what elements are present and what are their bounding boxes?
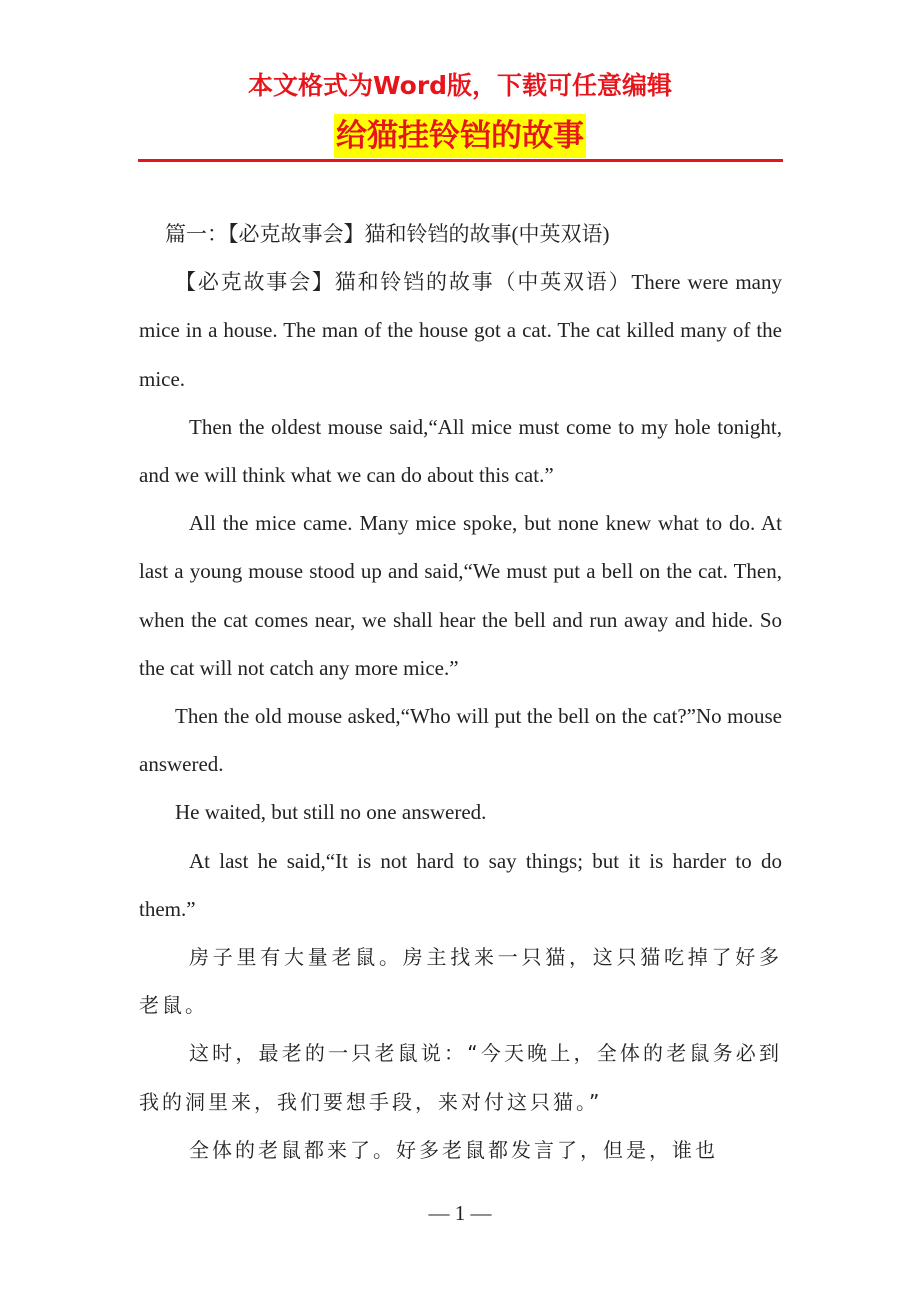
paragraph-5: He waited, but still no one answered. — [175, 800, 487, 825]
paragraph-6: At last he said,“It is not hard to say things; but it is harder to do them.” — [139, 848, 782, 921]
section-heading: 篇一：【必克故事会】猫和铃铛的故事(中英双语) — [165, 222, 610, 246]
document-body — [139, 210, 782, 1174]
format-notice: 本文格式为Word版，下载可任意编辑 — [247, 71, 673, 100]
paragraph-2: Then the oldest mouse said,“All mice must come to my hole tonight, and we will think what we can do about this cat.” — [139, 414, 782, 488]
paragraph-3: All the mice came. Many mice spoke, but none knew what to do. At last a young mouse stood up and said,“We must put a bell on the cat. Then, when the cat comes near, we shall hear the bell and run away and hide. So the cat will not catch any more mice.” — [139, 511, 782, 680]
paragraph-1: 【必克故事会】猫和铃铛的故事（中英双语）There were many mice in a house. The man of the house got a cat. The cat killed many of the mice. — [139, 270, 782, 391]
paragraph-4: Then the old mouse asked,“Who will put the bell on the cat?”No mouse answered. — [139, 704, 782, 777]
paragraph-7: 房子里有大量老鼠。房主找来一只猫，这只猫吃掉了好多老鼠。 — [139, 945, 782, 1018]
paragraph-8: 这时，最老的一只老鼠说：“今天晚上，全体的老鼠务必到我的洞里来，我们要想手段，来对付这只猫。” — [139, 1041, 782, 1114]
page-number: — 1 — — [428, 1201, 492, 1225]
title-container — [0, 114, 920, 158]
title-divider — [138, 159, 783, 162]
document-title: 给猫挂铃铛的故事 — [334, 114, 586, 158]
paragraph-9: 全体的老鼠都来了。好多老鼠都发言了，但是，谁也 — [189, 1137, 718, 1162]
